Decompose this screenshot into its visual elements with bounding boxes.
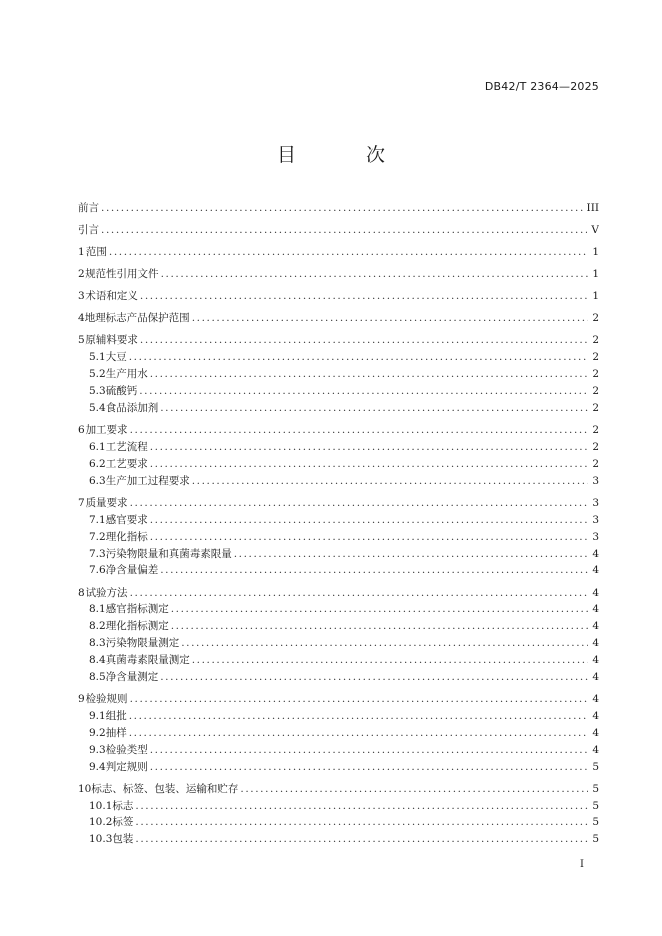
toc-entry-label: 理化指标测定 xyxy=(105,620,169,633)
toc-entry-number: 6.2 xyxy=(89,457,106,470)
toc-entry-page: 4 xyxy=(592,726,599,739)
toc-entry-page: 3 xyxy=(592,513,599,526)
toc-entry[interactable] xyxy=(78,422,599,439)
page-number: I xyxy=(580,859,584,870)
toc-entry-page: 3 xyxy=(592,530,599,543)
toc-entry-page: 2 xyxy=(592,457,599,470)
toc-entry-number: 6.1 xyxy=(89,441,106,453)
toc-entry-page: 1 xyxy=(592,268,599,281)
toc-entry-number: 1 xyxy=(78,246,85,259)
toc-entry-number: 5.4 xyxy=(89,402,106,415)
toc-entry[interactable] xyxy=(78,288,599,305)
toc-entry[interactable] xyxy=(78,618,599,635)
toc-leader-dots xyxy=(181,635,588,652)
toc-entry-label: 术语和定义 xyxy=(85,290,138,303)
toc-entry-label: 大豆 xyxy=(105,351,127,364)
toc-leader-dots xyxy=(150,759,589,776)
toc-entry-number: 7.1 xyxy=(89,513,106,526)
toc-leader-dots xyxy=(130,495,589,512)
toc-entry-label: 范围 xyxy=(85,246,107,259)
toc-entry[interactable] xyxy=(78,691,599,708)
toc-entry-label: 污染物限量和真菌毒素限量 xyxy=(105,547,232,560)
toc-entry-page: 4 xyxy=(592,654,599,667)
toc-entry-number: 7.6 xyxy=(89,564,106,577)
toc-entry[interactable] xyxy=(78,266,599,283)
toc-entry-number: 10.1 xyxy=(89,799,113,812)
toc-entry-number: 4 xyxy=(78,312,85,325)
toc-leader-dots xyxy=(150,512,589,529)
toc-entry-page: 4 xyxy=(592,743,599,756)
toc-entry-label: 检验类型 xyxy=(105,743,148,756)
toc-entry[interactable] xyxy=(78,669,599,686)
toc-leader-dots xyxy=(129,725,589,742)
toc-entry-number: 9 xyxy=(78,693,85,706)
toc-entry[interactable] xyxy=(78,383,599,400)
toc-entry-label: 工艺流程 xyxy=(105,441,148,453)
toc-entry-label: 试验方法 xyxy=(85,586,128,599)
toc-entry-page: III xyxy=(586,202,599,214)
toc-entry-number: 8.1 xyxy=(89,603,106,616)
toc-entry-label: 感官要求 xyxy=(105,513,148,526)
toc-entry[interactable] xyxy=(78,332,599,349)
toc-leader-dots xyxy=(160,669,588,686)
toc-entry-number: 10 xyxy=(78,782,92,795)
toc-entry-page: 2 xyxy=(592,441,599,453)
toc-entry-label: 包装 xyxy=(112,833,134,846)
toc-entry-number: 8.5 xyxy=(89,670,106,683)
toc-entry-page: 1 xyxy=(592,290,599,303)
toc-entry-number: 7.2 xyxy=(89,530,106,543)
toc-leader-dots xyxy=(135,814,588,831)
toc-entry-page: 1 xyxy=(592,246,599,259)
toc-entry[interactable] xyxy=(78,652,599,669)
toc-entry-label: 理化指标 xyxy=(105,530,148,543)
toc-entry[interactable] xyxy=(78,244,599,261)
toc-entry-label: 前言 xyxy=(78,202,99,214)
toc-entry-page: 2 xyxy=(592,402,599,415)
toc-leader-dots xyxy=(139,383,588,400)
toc-entry-label: 真菌毒素限量测定 xyxy=(105,654,190,667)
toc-entry[interactable] xyxy=(78,759,599,776)
toc-title: 目 次 xyxy=(276,144,418,166)
toc-entry-label: 抽样 xyxy=(105,726,127,739)
toc-entry-label: 标签 xyxy=(112,816,134,829)
toc-entry-page: 4 xyxy=(592,547,599,560)
toc-leader-dots xyxy=(109,244,588,261)
toc-entry-page: 5 xyxy=(592,816,599,829)
toc-entry-number: 7.3 xyxy=(89,547,106,560)
toc-entry-page: 3 xyxy=(592,474,599,487)
toc-entry[interactable] xyxy=(78,473,599,490)
document-code: DB42/T 2364—2025 xyxy=(484,80,599,93)
toc-leader-dots xyxy=(101,222,587,239)
toc-leader-dots xyxy=(161,266,589,283)
toc-entry-label: 检验规则 xyxy=(85,693,128,706)
toc-entry-number: 9.2 xyxy=(89,726,106,739)
toc-entry-page: 5 xyxy=(592,782,599,795)
toc-entry-number: 2 xyxy=(78,268,85,281)
toc-leader-dots xyxy=(160,400,588,417)
toc-leader-dots xyxy=(240,781,588,798)
toc-entry-page: 4 xyxy=(592,586,599,599)
toc-entry-page: 4 xyxy=(592,637,599,650)
toc-entry-number: 6 xyxy=(78,424,85,437)
toc-entry-page: 4 xyxy=(592,603,599,616)
toc-entry-label: 引言 xyxy=(78,224,99,237)
toc-entry-number: 8.2 xyxy=(89,620,106,633)
toc-entry[interactable] xyxy=(78,831,599,848)
toc-entry[interactable] xyxy=(78,512,599,529)
toc-entry-label: 质量要求 xyxy=(85,496,128,509)
toc-leader-dots xyxy=(192,310,589,327)
toc-entry-page: 4 xyxy=(592,693,599,706)
toc-entry-page: 4 xyxy=(592,620,599,633)
toc-entry-number: 5 xyxy=(78,334,85,347)
toc-entry-number: 8 xyxy=(78,586,85,599)
toc-entry-number: 7 xyxy=(78,496,85,509)
toc-entry-number: 10.3 xyxy=(89,833,113,846)
toc-entry-label: 生产用水 xyxy=(105,368,148,381)
toc-leader-dots xyxy=(130,422,589,439)
toc-leader-dots xyxy=(135,831,588,848)
toc-leader-dots xyxy=(135,798,588,815)
toc-leader-dots xyxy=(129,708,589,725)
toc-entry-number: 8.3 xyxy=(89,637,106,650)
toc-entry[interactable] xyxy=(78,585,599,602)
toc-entry[interactable] xyxy=(78,495,599,512)
toc-leader-dots xyxy=(140,332,588,349)
toc-entry-label: 标志 xyxy=(112,799,134,812)
toc-entry-label: 地理标志产品保护范围 xyxy=(84,312,190,325)
toc-entry-page: 5 xyxy=(592,760,599,773)
toc-entry[interactable] xyxy=(78,456,599,473)
toc-entry-number: 5.3 xyxy=(89,385,106,398)
toc-entry-page: 2 xyxy=(592,351,599,364)
toc-leader-dots xyxy=(150,366,589,383)
toc-entry[interactable] xyxy=(78,562,599,579)
toc-leader-dots xyxy=(150,456,589,473)
toc-entry-page: 5 xyxy=(592,833,599,846)
toc-entry-label: 加工要求 xyxy=(85,424,128,437)
toc-entry[interactable] xyxy=(78,529,599,546)
toc-entry-page: 4 xyxy=(592,670,599,683)
toc-leader-dots xyxy=(171,601,589,618)
toc-leader-dots xyxy=(130,691,589,708)
toc-entry-label: 净含量测定 xyxy=(105,670,159,683)
toc-entry[interactable] xyxy=(78,742,599,759)
toc-entry-page: 3 xyxy=(592,496,599,509)
toc-entry-number: 6.3 xyxy=(89,474,106,487)
toc-leader-dots xyxy=(171,618,589,635)
toc-entry-number: 10.2 xyxy=(89,816,113,829)
toc-leader-dots xyxy=(129,349,589,366)
toc-entry[interactable] xyxy=(78,635,599,652)
toc-entry[interactable] xyxy=(78,222,599,239)
toc-entry[interactable] xyxy=(78,439,599,456)
toc-entry[interactable] xyxy=(78,708,599,725)
toc-entry-label: 感官指标测定 xyxy=(105,603,169,616)
toc-entry[interactable] xyxy=(78,349,599,366)
toc-entry[interactable] xyxy=(78,200,599,217)
toc-entry[interactable] xyxy=(78,781,599,798)
toc-entry-label: 原辅料要求 xyxy=(85,334,138,347)
toc-entry-page: 2 xyxy=(592,424,599,437)
toc-entry-page: 2 xyxy=(592,385,599,398)
toc-entry-label: 硫酸钙 xyxy=(105,385,138,398)
toc-entry-label: 组批 xyxy=(105,709,127,722)
toc-entry-page: 4 xyxy=(592,709,599,722)
toc-entry-page: 2 xyxy=(592,312,599,325)
toc-entry-label: 判定规则 xyxy=(105,760,148,773)
toc-entry[interactable] xyxy=(78,546,599,563)
toc-leader-dots xyxy=(140,288,588,305)
toc-entry-label: 食品添加剂 xyxy=(105,402,159,415)
toc-entry-number: 9.3 xyxy=(89,743,106,756)
toc-entry-label: 规范性引用文件 xyxy=(85,268,159,281)
toc-leader-dots xyxy=(192,652,589,669)
toc-entry[interactable] xyxy=(78,814,599,831)
toc-leader-dots xyxy=(150,742,589,759)
toc-leader-dots xyxy=(150,529,589,546)
toc-entry-number: 3 xyxy=(78,290,85,303)
toc-leader-dots xyxy=(130,585,589,602)
toc-entry-page: 2 xyxy=(592,334,599,347)
toc-leader-dots xyxy=(192,473,589,490)
toc-entry-number: 8.4 xyxy=(89,654,106,667)
toc-entry-page: V xyxy=(591,224,599,237)
toc-entry-label: 标志、标签、包装、运输和贮存 xyxy=(91,782,239,795)
toc-entry-label: 净含量偏差 xyxy=(105,564,159,577)
toc-leader-dots xyxy=(160,562,588,579)
toc-entry[interactable] xyxy=(78,725,599,742)
toc-leader-dots xyxy=(234,546,589,563)
toc-entry-page: 2 xyxy=(592,368,599,381)
toc-entry-label: 污染物限量测定 xyxy=(105,637,180,650)
toc-entry-page: 5 xyxy=(592,799,599,812)
toc-entry-page: 4 xyxy=(592,564,599,577)
toc-entry-label: 生产加工过程要求 xyxy=(105,474,190,487)
toc-entry-label: 工艺要求 xyxy=(105,457,148,470)
toc-leader-dots xyxy=(101,200,583,217)
toc-entry-number: 5.1 xyxy=(89,351,106,364)
toc-entry[interactable] xyxy=(78,366,599,383)
toc-entry[interactable] xyxy=(78,601,599,618)
toc-entry-number: 9.4 xyxy=(89,760,106,773)
toc-entry[interactable] xyxy=(78,400,599,417)
toc-entry[interactable] xyxy=(78,310,599,327)
table-of-contents xyxy=(78,200,599,848)
toc-entry[interactable] xyxy=(78,798,599,815)
toc-entry-number: 9.1 xyxy=(89,709,106,722)
toc-entry-number: 5.2 xyxy=(89,368,106,381)
toc-leader-dots xyxy=(150,439,589,456)
